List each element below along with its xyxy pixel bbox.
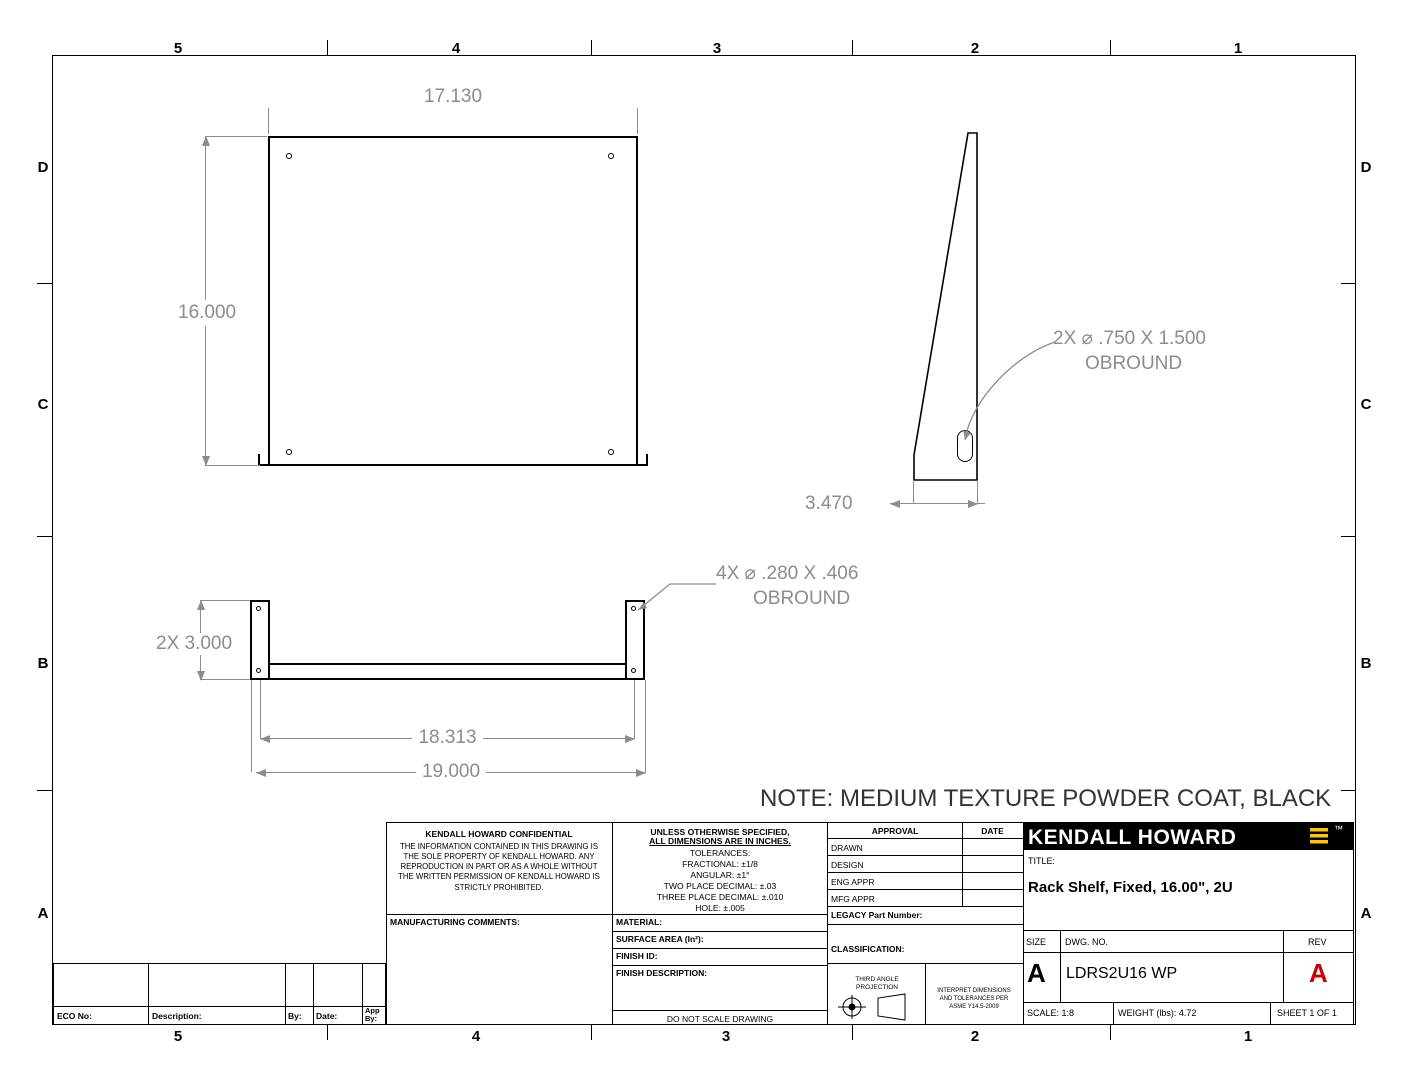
weight-value: WEIGHT (lbs): 4.72 xyxy=(1118,1008,1197,1018)
legacy-part-label: LEGACY Part Number: xyxy=(831,910,923,920)
frame-tick xyxy=(327,40,328,55)
dim-overall-width: 19.000 xyxy=(416,761,486,782)
zone-label-bottom-2: 2 xyxy=(970,1028,980,1045)
tb-divider xyxy=(827,855,1023,856)
tb-divider xyxy=(148,963,149,1025)
tb-divider xyxy=(827,924,1023,925)
frame-tick xyxy=(1110,1025,1111,1040)
spec-line-4: THREE PLACE DECIMAL: ±.010 xyxy=(656,892,784,902)
left-ear-right xyxy=(268,600,270,680)
ear-hole xyxy=(256,606,261,611)
dim-side-obround-line2: OBROUND xyxy=(1085,353,1183,374)
third-angle-projection-icon xyxy=(833,993,923,1021)
tb-divider xyxy=(1023,952,1060,953)
shelf-edge-top xyxy=(268,663,626,665)
eco-date-label: Date: xyxy=(316,1011,338,1021)
dim-arrow xyxy=(197,600,205,610)
surface-area-label: SURFACE AREA (In²): xyxy=(616,934,704,944)
tb-divider xyxy=(1283,930,1284,1002)
frame-tick xyxy=(591,1025,592,1040)
classification-label: CLASSIFICATION: xyxy=(831,944,905,954)
tb-divider xyxy=(53,1006,386,1007)
zone-label-left-B: B xyxy=(37,655,49,672)
left-ear-left xyxy=(250,600,252,680)
dim-front-width: 17.130 xyxy=(423,86,483,107)
tb-divider xyxy=(612,914,828,915)
ext-line xyxy=(913,480,914,504)
tb-divider xyxy=(827,838,1023,839)
tb-divider xyxy=(1023,822,1024,1025)
zone-label-bottom-1: 1 xyxy=(1243,1028,1253,1045)
dim-front-height: 16.000 xyxy=(175,300,239,326)
tb-divider xyxy=(1113,1002,1114,1025)
zone-label-right-D: D xyxy=(1360,159,1372,176)
frame-tick xyxy=(37,536,52,537)
projection-label-2: PROJECTION xyxy=(856,984,898,991)
dim-bracket-obround: 4X ⌀ .280 X .406 xyxy=(716,563,859,584)
ear-hole xyxy=(256,668,261,673)
ext-line xyxy=(200,679,250,680)
do-not-scale-label: DO NOT SCALE DRAWING xyxy=(666,1014,774,1024)
eco-description-label: Description: xyxy=(152,1011,202,1021)
spec-line-0: TOLERANCES: xyxy=(689,848,751,858)
tb-divider xyxy=(1283,952,1354,953)
size-label: SIZE xyxy=(1026,937,1047,947)
front-plate-top-edge xyxy=(268,136,638,138)
brand-logo-icon xyxy=(1308,826,1330,846)
zone-label-left-A: A xyxy=(37,905,49,922)
frame-tick xyxy=(1341,536,1356,537)
tb-divider xyxy=(827,872,1023,873)
frame-tick xyxy=(1341,283,1356,284)
approval-header: APPROVAL xyxy=(871,826,919,836)
ext-line xyxy=(977,480,978,504)
eco-app-by-label-2: By: xyxy=(365,1014,378,1023)
mounting-hole xyxy=(608,153,614,159)
dim-side-obround: 2X ⌀ .750 X 1.500 xyxy=(1053,328,1206,349)
tb-divider xyxy=(612,931,828,932)
dwg-number: LDRS2U16 WP xyxy=(1066,965,1178,982)
frame-tick xyxy=(1341,790,1356,791)
shelf-edge-bottom xyxy=(268,678,626,680)
frame-tick xyxy=(37,790,52,791)
tb-divider xyxy=(612,1010,828,1011)
zone-label-bottom-5: 5 xyxy=(173,1028,183,1045)
zone-label-bottom-3: 3 xyxy=(721,1028,731,1045)
zone-label-top-5: 5 xyxy=(173,40,183,57)
spec-line-2: ANGULAR: ±1° xyxy=(690,870,750,880)
tb-divider xyxy=(386,914,612,915)
mounting-hole xyxy=(286,449,292,455)
dim-ear-height: 2X 3.000 xyxy=(153,633,235,655)
frame-tick xyxy=(327,1025,328,1040)
brand-tm: ™ xyxy=(1334,824,1343,834)
zone-label-top-4: 4 xyxy=(451,40,461,57)
ext-line xyxy=(205,465,260,466)
zone-label-left-D: D xyxy=(37,159,49,176)
brand-name: KENDALL HOWARD xyxy=(1028,826,1237,849)
spec-line-1: FRACTIONAL: ±1/8 xyxy=(682,859,758,869)
finish-id-label: FINISH ID: xyxy=(616,951,658,961)
ext-line xyxy=(645,680,646,772)
front-plate-bottom-edge xyxy=(258,464,648,466)
ext-line xyxy=(200,600,250,601)
scale-value: SCALE: 1:8 xyxy=(1027,1008,1075,1018)
tb-divider xyxy=(313,963,314,1025)
leader-line-bracket-obround xyxy=(630,570,720,615)
tb-divider xyxy=(1060,930,1061,1002)
zone-label-bottom-4: 4 xyxy=(471,1028,481,1045)
rev-label: REV xyxy=(1308,937,1327,947)
frame-tick xyxy=(1110,40,1111,55)
finish-note: NOTE: MEDIUM TEXTURE POWDER COAT, BLACK xyxy=(760,785,1332,812)
tb-divider xyxy=(1023,930,1354,931)
approval-row-drawn: DRAWN xyxy=(831,843,863,853)
dim-mount-width: 18.313 xyxy=(412,727,482,748)
approval-row-mfg-appr: MFG APPR xyxy=(831,894,875,904)
frame-tick xyxy=(852,1025,853,1040)
zone-label-top-1: 1 xyxy=(1233,40,1243,57)
zone-label-top-3: 3 xyxy=(712,40,722,57)
material-label: MATERIAL: xyxy=(616,917,663,927)
confidential-body: THE INFORMATION CONTAINED IN THIS DRAWING IS THE SOLE PROPERTY OF KENDALL HOWARD. ANY REPRODUCTION IN PART OR AS A WHOLE WITHOUT THE WRITTEN PERMISSION OF KENDALL HOWARD IS STRICTLY PROHIBITED. xyxy=(398,842,600,892)
spec-line-5: HOLE: ±.005 xyxy=(695,903,745,913)
projection-label-1: THIRD ANGLE xyxy=(855,976,899,983)
front-plate-bottom-right-return xyxy=(646,454,648,466)
manufacturing-comments-label: MANUFACTURING COMMENTS: xyxy=(390,917,520,927)
mounting-hole xyxy=(608,449,614,455)
interpret-line-2: AND TOLERANCES PER xyxy=(939,996,1009,1002)
front-plate-right-edge xyxy=(636,136,638,466)
zone-label-right-A: A xyxy=(1360,905,1372,922)
tb-divider xyxy=(827,906,1023,907)
tb-divider xyxy=(612,948,828,949)
tb-divider xyxy=(925,963,926,1025)
frame-tick xyxy=(591,40,592,55)
zone-label-top-2: 2 xyxy=(970,40,980,57)
tb-divider xyxy=(285,963,286,1025)
tb-divider xyxy=(1023,1002,1354,1003)
front-plate-left-edge xyxy=(268,136,270,466)
eco-no-label: ECO No: xyxy=(57,1011,92,1021)
drawing-title: Rack Shelf, Fixed, 16.00", 2U xyxy=(1028,879,1233,896)
approval-row-design: DESIGN xyxy=(831,860,864,870)
size-value: A xyxy=(1027,958,1046,988)
date-header: DATE xyxy=(981,826,1004,836)
ext-line xyxy=(251,680,252,772)
tb-divider xyxy=(362,963,363,1025)
dim-side-depth: 3.470 xyxy=(801,493,857,515)
left-ear-top xyxy=(250,600,270,602)
interpret-line-1: INTERPRET DIMENSIONS xyxy=(937,988,1011,994)
tb-divider xyxy=(827,889,1023,890)
dim-arrow xyxy=(202,136,210,146)
dim-arrow xyxy=(890,500,900,508)
tb-divider xyxy=(1270,1002,1271,1025)
rev-value: A xyxy=(1309,958,1328,988)
spec-line-3: TWO PLACE DECIMAL: ±.03 xyxy=(663,881,777,891)
tb-divider xyxy=(1060,952,1283,953)
interpret-line-3: ASME Y14.5-2009 xyxy=(949,1004,999,1010)
eco-by-label: By: xyxy=(288,1011,302,1021)
ext-line xyxy=(205,136,267,137)
title-label: TITLE: xyxy=(1028,856,1056,866)
dwg-no-label: DWG. NO. xyxy=(1065,937,1108,947)
mounting-hole xyxy=(286,153,292,159)
eco-app-by-label-1: App xyxy=(365,1006,380,1015)
zone-label-right-C: C xyxy=(1360,396,1372,413)
leader-line-side-obround xyxy=(955,330,1065,450)
finish-description-label: FINISH DESCRIPTION: xyxy=(616,968,708,978)
confidential-heading: KENDALL HOWARD CONFIDENTIAL xyxy=(425,829,573,839)
approval-row-eng-appr: ENG APPR xyxy=(831,877,875,887)
zone-label-left-C: C xyxy=(37,396,49,413)
tb-divider xyxy=(612,965,828,966)
right-ear-left xyxy=(625,600,627,680)
zone-label-right-B: B xyxy=(1360,655,1372,672)
sheet-value: SHEET 1 OF 1 xyxy=(1277,1008,1337,1018)
frame-tick xyxy=(852,40,853,55)
frame-tick xyxy=(37,283,52,284)
dim-bracket-obround-line2: OBROUND xyxy=(753,588,851,609)
spec-heading-2: ALL DIMENSIONS ARE IN INCHES. xyxy=(649,836,791,846)
spec-heading-1: UNLESS OTHERWISE SPECIFIED, xyxy=(650,827,790,837)
ear-hole xyxy=(631,668,636,673)
